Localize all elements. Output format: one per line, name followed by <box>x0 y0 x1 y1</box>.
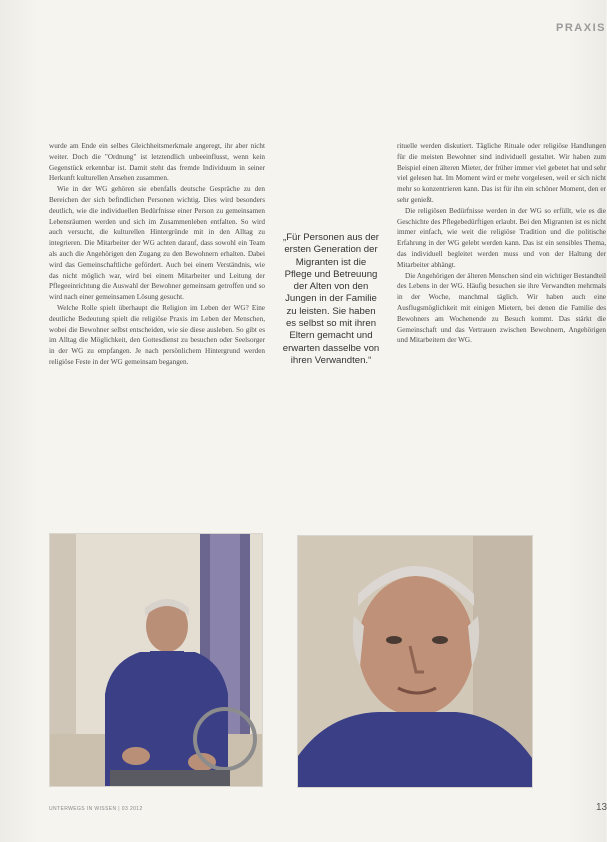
article-paragraph: Welche Rolle spielt überhaupt die Religion im Leben der WG? Eine deutliche Bedeutung spielt die religiöse Praxis im Leben der Menschen, wobei die Bewohner selbst entscheiden, wie sie diese ausleben. So gibt es im Alltag die Möglichkeit, den Gottesdienst zu besuchen oder Seelsorger in der WG zu empfangen. Je nach persönlichem Hintergrund werden religiöse Feste in der WG gemeinsam begangen. <box>49 303 265 366</box>
page-number: 13 <box>596 802 607 813</box>
section-tag: PRAXIS <box>556 22 606 34</box>
article-column-left <box>49 141 265 368</box>
footer-credit: UNTERWEGS IN WISSEN | 03 2012 <box>49 806 143 812</box>
photo-man-in-wheelchair <box>49 533 263 787</box>
article-paragraph: Die Angehörigen der älteren Menschen sind ein wichtiger Bestandteil des Lebens in der WG. Häufig besuchen sie ihre Verwandten mehrmals in der Woche, manchmal täglich. Wir haben auch eine Ausflugsmöglichkeit mit einigen Mietern, bei denen die Familie des Bewohners am Wochenende zu Besuch kommt. Das stärkt die Gemeinschaft und das Vertrauen zwischen Bewohnern, Angehörigen und Mitarbeitern der WG. <box>397 271 606 345</box>
article-paragraph: Die religiösen Bedürfnisse werden in der WG so erfüllt, wie es die Geschichte des Pflegebedürftigen erlaubt. Bei den Migranten ist es nicht immer einfach, wie weit die religiöse Tradition und die politische Erfahrung in der WG gelebt werden kann. Das ist ein sensibles Thema, das individuell begleitet werden muss und von der Haltung der Mitarbeiter abhängt. <box>397 206 606 269</box>
article-paragraph: wurde am Ende ein selbes Gleichheitsmerkmale angeregt, ihr aber nicht weiter. Doch die "Ordnung" ist letztendlich unbeeinflusst, wenn kein Gegenstück erkennbar ist. Damit steht das fremde Individuum in seiner Herkunft kulturellen Ansehen zusammen. <box>49 142 265 183</box>
article-column-right <box>397 141 606 346</box>
pull-quote: „Für Personen aus der ersten Generation der Migranten ist die Pflege und Betreuung der Alten von den Jungen in der Familie zu leisten. Sie haben es selbst so mit ihren Eltern gemacht und erwarten dasselbe von ihren Verwandten.“ <box>282 232 380 366</box>
article-paragraph: rituelle werden diskutiert. Tägliche Rituale oder religiöse Handlungen für die meisten Bewohner sind individuell gestaltet. Wir haben zum Beispiel einen älteren Mieter, der früher immer viel gebetet hat und sehr viel gelesen hat. Im Moment wird er mehr vorgelesen, weil er sich nicht mehr so konzentrieren kann. Das ist für ihn ein schöner Moment, den er sehr genießt. <box>397 142 606 204</box>
article-paragraph: Wie in der WG gehören sie ebenfalls deutsche Gespräche zu den Bereichen der sich befindlichen Personen wichtig. Dies wird besonders deutlich, wie die individuellen Bedürfnisse einer Person zu gemeinsamen Lebensräumen werden und sich im Zusammenleben entfalten. So wird auch versucht, die kulturellen Hintergründe mit in den Alltag zu integrieren. Die Mitarbeiter der WG achten darauf, dass sowohl ein Team als auch die Angehörigen den Zugang zu den Bewohnern erhalten. Dabei wird das Gemeinschaftliche gefördert. Auch bei einem Verständnis, wie das nicht möglich war, wird bei einem Mitarbeiter und Leitung der Pflegeeinrichtung die Auswahl der Bewohner gemeinsam getroffen und so wird nach einer gemeinsamen Lösung gesucht. <box>49 185 265 302</box>
photo-man-portrait <box>297 535 533 788</box>
